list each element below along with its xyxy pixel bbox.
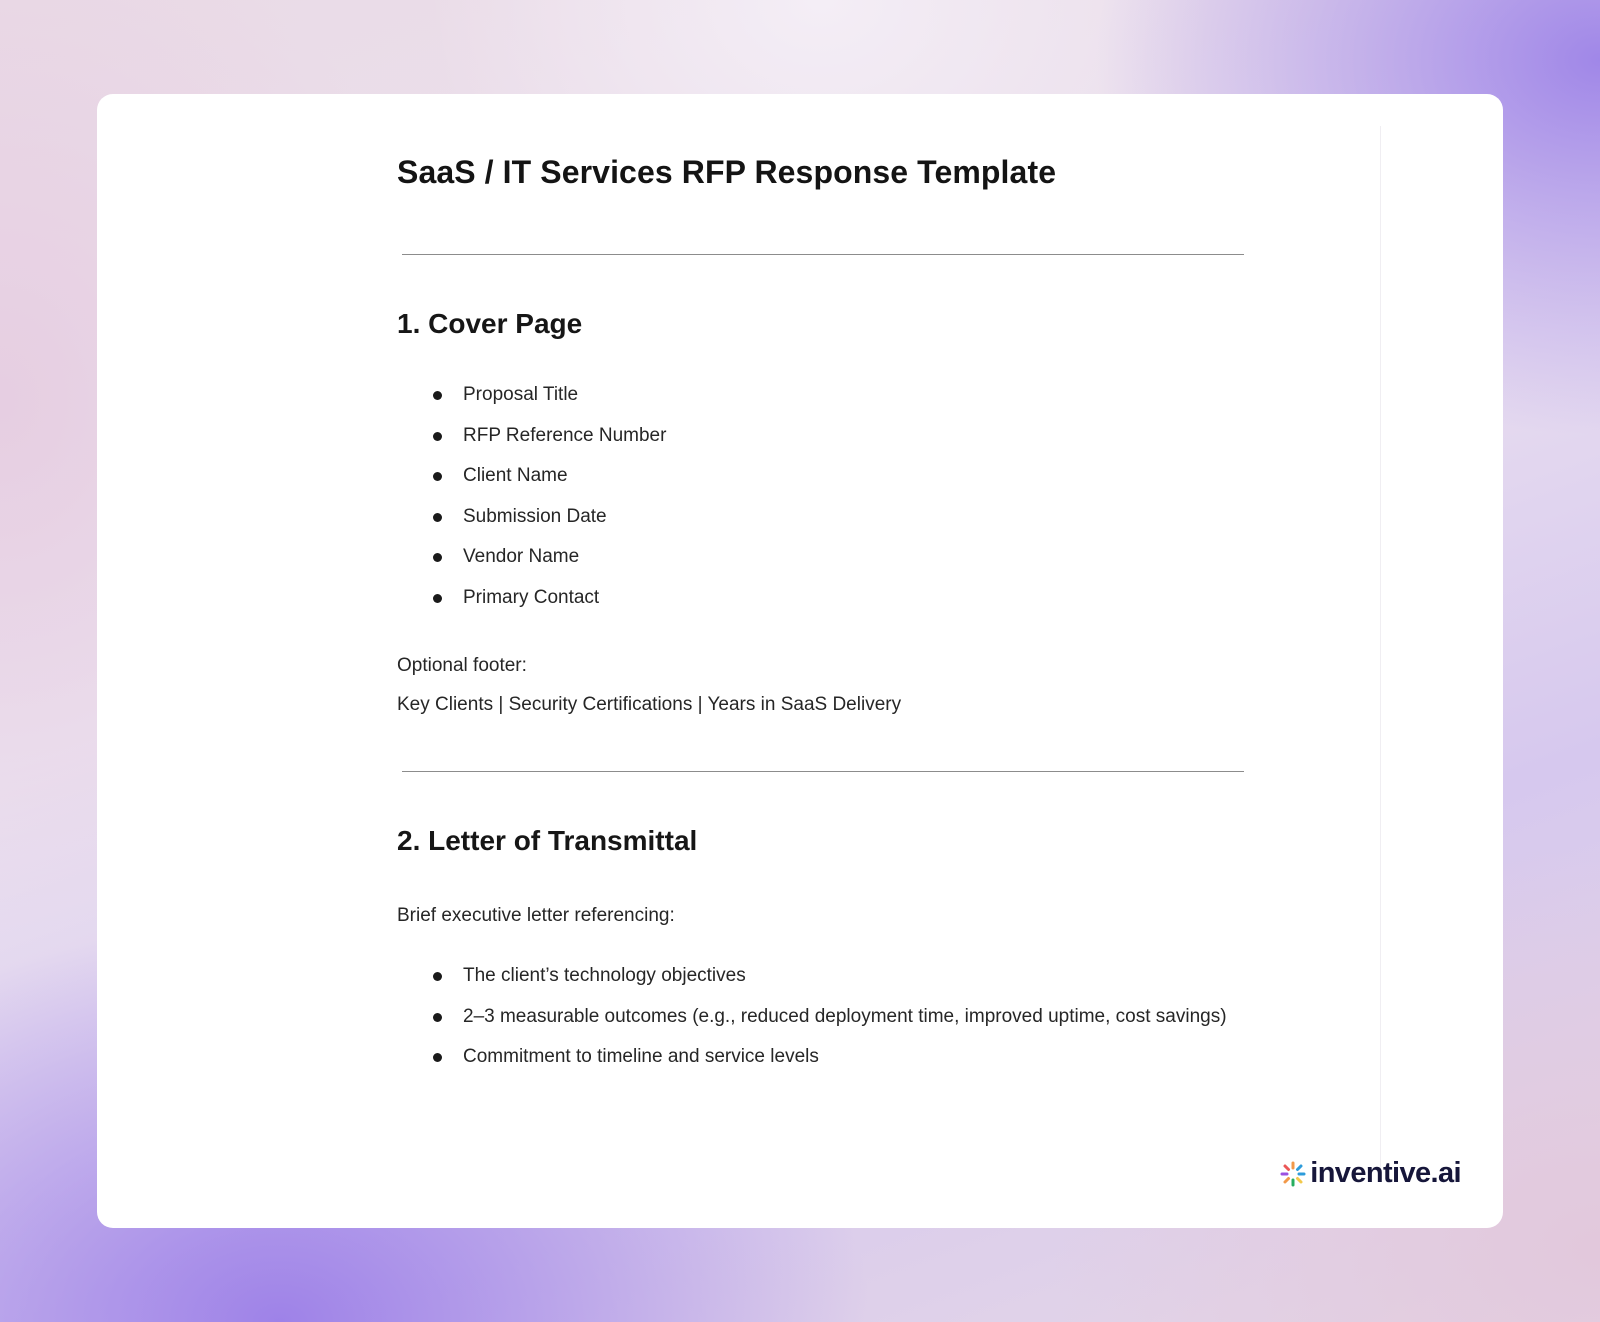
list-item: RFP Reference Number [397, 416, 1257, 457]
page-edge-divider [1380, 126, 1381, 1176]
bullet-icon [433, 513, 442, 522]
list-item: Client Name [397, 456, 1257, 497]
bullet-icon [433, 1053, 442, 1062]
list-item: Vendor Name [397, 537, 1257, 578]
section-heading-letter-of-transmittal: 2. Letter of Transmittal [397, 825, 698, 856]
list-item: 2–3 measurable outcomes (e.g., reduced deployment time, improved uptime, cost savings) [397, 997, 1257, 1038]
bullet-icon [433, 972, 442, 981]
section-divider [402, 254, 1244, 255]
list-item: Primary Contact [397, 578, 1257, 619]
bullet-icon [433, 1013, 442, 1022]
footer-label: Optional footer: [397, 655, 527, 676]
list-item: Commitment to timeline and service levels [397, 1037, 1257, 1078]
document-card [97, 94, 1503, 1228]
document-title: SaaS / IT Services RFP Response Template [397, 154, 1057, 190]
inventive-spark-icon [1280, 1161, 1306, 1187]
letter-list [397, 956, 1257, 1078]
list-item: The client’s technology objectives [397, 956, 1257, 997]
footer-text: Key Clients | Security Certifications | Years in SaaS Delivery [397, 694, 902, 715]
brand-name: inventive.ai [1310, 1157, 1461, 1189]
brand-logo [1280, 1157, 1461, 1190]
section-heading-cover-page: 1. Cover Page [397, 308, 583, 339]
letter-intro: Brief executive letter referencing: [397, 905, 675, 926]
bullet-icon [433, 391, 442, 400]
bullet-icon [433, 472, 442, 481]
bullet-icon [433, 553, 442, 562]
bullet-icon [433, 594, 442, 603]
section-divider [402, 771, 1244, 772]
list-item: Proposal Title [397, 375, 1257, 416]
list-item: Submission Date [397, 497, 1257, 538]
cover-page-list [397, 375, 1257, 618]
bullet-icon [433, 432, 442, 441]
